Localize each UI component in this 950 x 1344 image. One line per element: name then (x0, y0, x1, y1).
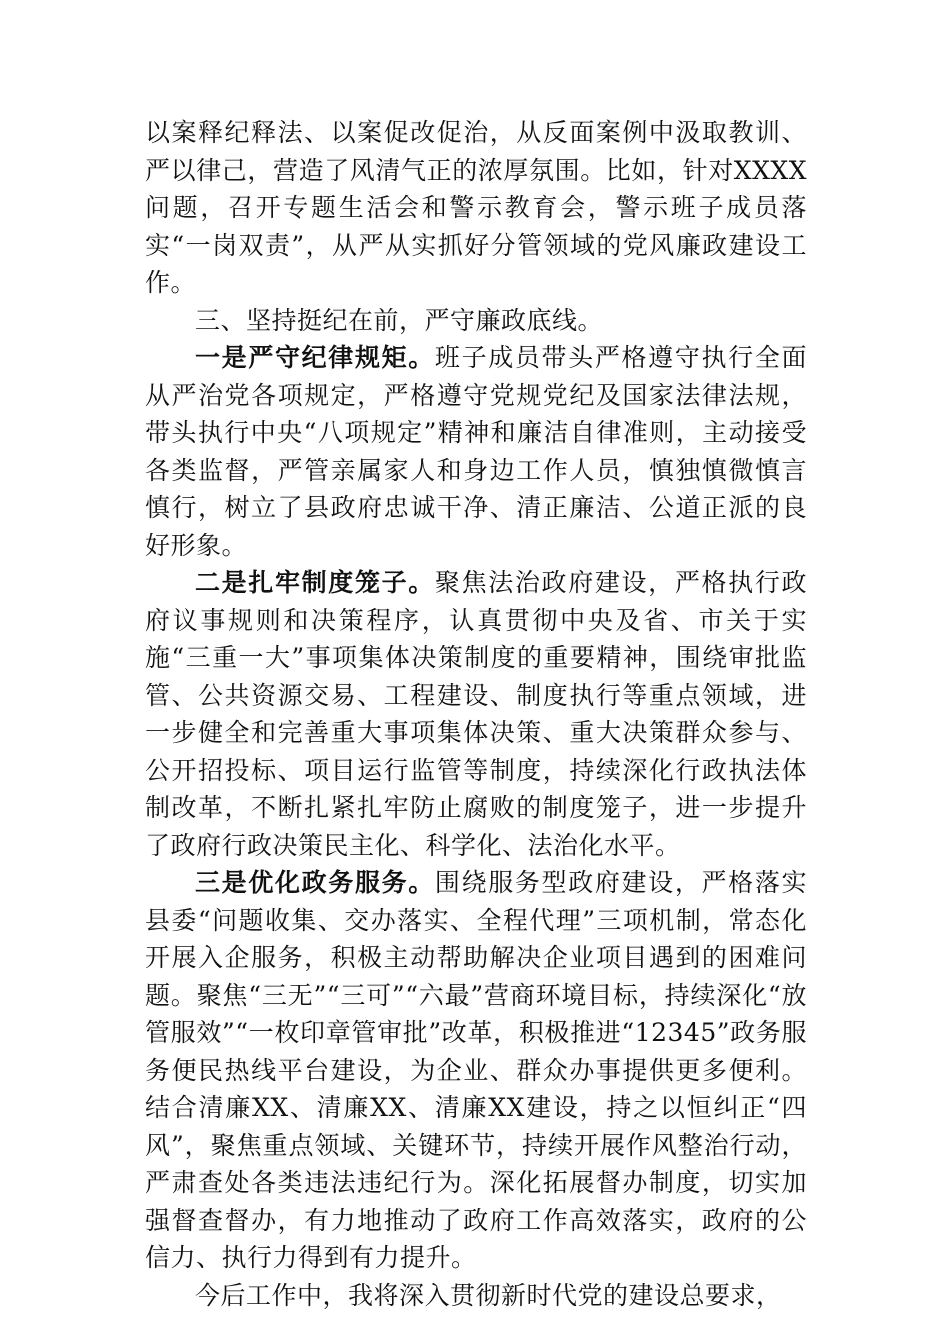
document-page (145, 114, 807, 1314)
paragraph-text: 班子成员带头严格遵守执行全面从严治党各项规定，严格遵守党规党纪及国家法律法规，带头执行中央“八项规定”精神和廉洁自律准则，主动接受各类监督，严管亲属家人和身边工作人员，慎独慎微慎言慎行，树立了县政府忠诚干净、清正廉洁、公道正派的良好形象。 (145, 343, 807, 560)
paragraph-text: 围绕服务型政府建设，严格落实县委“问题收集、交办落实、全程代理”三项机制，常态化开展入企服务，积极主动帮助解决企业项目遇到的困难问题。聚焦“三无”“三可”“六最”营商环境目标，持续深化“放管服效”“一枚印章管审批”改革，积极推进“12345”政务服务便民热线平台建设，为企业、群众办事提供更多便利。结合清廉XX、清廉XX、清廉XX建设，持之以恒纠正“四风”，聚焦重点领域、关键环节，持续开展作风整治行动，严肃查处各类违法违纪行为。深化拓展督办制度，切实加强督查督办，有力地推动了政府工作高效落实，政府的公信力、执行力得到有力提升。 (145, 868, 807, 1272)
paragraph-institution (145, 564, 807, 864)
paragraph-lead: 三是优化政务服务。 (195, 868, 435, 897)
paragraph-lead: 二是扎牢制度笼子。 (195, 568, 435, 597)
paragraph-continuation (145, 114, 807, 302)
paragraph-text: 聚焦法治政府建设，严格执行政府议事规则和决策程序，认真贯彻中央及省、市关于实施“三重一大”事项集体决策制度的重要精神，围绕审批监管、公共资源交易、工程建设、制度执行等重点领域，进一步健全和完善重大事项集体决策、重大决策群众参与、公开招投标、项目运行监管等制度，持续深化行政执法体制改革，不断扎紧扎牢防止腐败的制度笼子，进一步提升了政府行政决策民主化、科学化、法治化水平。 (145, 568, 807, 860)
paragraph-lead: 一是严守纪律规矩。 (195, 343, 435, 372)
paragraph-service (145, 864, 807, 1277)
paragraph-future (145, 1277, 807, 1315)
paragraph-text: 今后工作中，我将深入贯彻新时代党的建设总要求， (195, 1280, 782, 1310)
paragraph-text: 以案释纪释法、以案促改促治，从反面案例中汲取教训、严以律己，营造了风清气正的浓厚氛围。比如，针对XXXX问题，召开专题生活会和警示教育会，警示班子成员落实“一岗双责”，从严从实抓好分管领域的党风廉政建设工作。 (145, 118, 807, 297)
section-heading: 三、坚持挺纪在前，严守廉政底线。 (195, 305, 604, 335)
paragraph-discipline (145, 339, 807, 564)
